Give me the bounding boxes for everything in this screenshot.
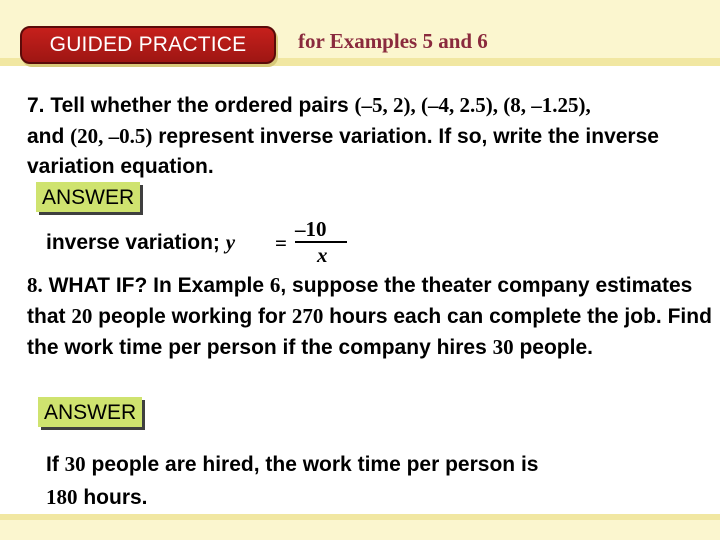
q8-people: 20 xyxy=(71,304,93,328)
q8-example: 6 xyxy=(269,273,281,297)
answer-label-2: ANSWER xyxy=(38,397,142,427)
answer-2-n1: 30 xyxy=(64,452,86,476)
q8-hires: 30 xyxy=(492,335,514,359)
answer-2-text xyxy=(46,448,686,514)
guided-practice-badge: GUIDED PRACTICE xyxy=(20,26,276,64)
q7-pair4: (20, –0.5) xyxy=(70,124,153,148)
question-7 xyxy=(27,90,707,182)
answer-2-t3: hours. xyxy=(77,486,148,509)
q8-t5: people. xyxy=(513,336,593,359)
examples-subtitle: for Examples 5 and 6 xyxy=(298,29,488,53)
q8-hours: 270 xyxy=(291,304,324,328)
q8-t2: , suppose the theater company estimates that xyxy=(27,274,693,328)
q7-and: and xyxy=(27,125,71,148)
q8-t4: hours each can complete the job. Find the work time per person if the company hires xyxy=(27,305,712,359)
q8-t1: WHAT IF? In Example xyxy=(42,274,270,297)
answer-label-1: ANSWER xyxy=(36,182,140,212)
answer-2-t1: If xyxy=(46,453,65,476)
q7-lead: 7. Tell whether the ordered pairs xyxy=(27,94,355,117)
answer-1-text xyxy=(46,230,235,255)
answer-1-prefix: inverse variation; xyxy=(46,231,226,254)
fraction-denominator: x xyxy=(317,243,328,267)
equals-sign: = xyxy=(275,231,287,255)
question-8 xyxy=(27,270,717,363)
q8-num: 8. xyxy=(27,273,43,297)
answer-1-var: y xyxy=(225,230,236,254)
q7-pairs: (–5, 2), (–4, 2.5), (8, –1.25), xyxy=(354,93,591,117)
answer-2-n2: 180 xyxy=(46,485,78,509)
q7-rest: represent inverse variation. If so, write the inverse variation equation. xyxy=(27,125,659,178)
footer-band xyxy=(0,514,720,540)
q8-t3: people working for xyxy=(92,305,292,328)
answer-2-t2: people are hired, the work time per person is xyxy=(85,453,539,476)
fraction-numerator: –10 xyxy=(295,217,327,241)
